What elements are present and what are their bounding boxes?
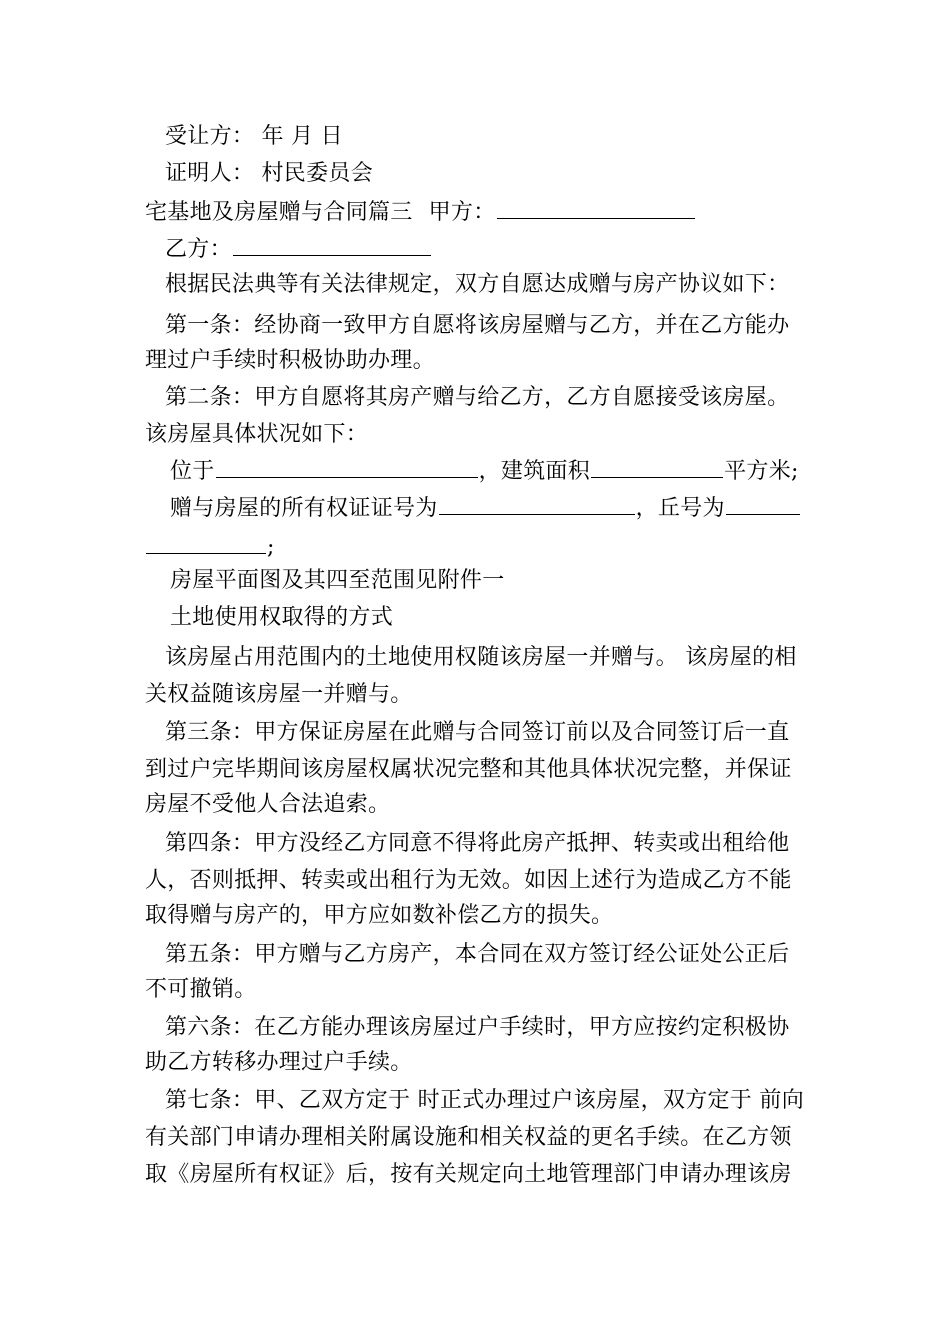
article-1-line: 理过户手续时积极协助办理。	[145, 348, 435, 373]
article-3-line: 房屋不受他人合法追索。	[145, 792, 391, 817]
floor-plan-line: 房屋平面图及其四至范围见附件一	[170, 568, 505, 593]
article-7-line: 有关部门申请办理相关附属设施和相关权益的更名手续。在乙方领	[145, 1125, 792, 1150]
paragraph-line: 根据民法典等有关法律规定，双方自愿达成赠与房产协议如下：	[165, 272, 790, 297]
article-7-line: 第七条：甲、乙双方定于 时正式办理过户该房屋，双方定于 前向	[165, 1088, 804, 1113]
lot-label: ，丘号为	[635, 496, 725, 521]
article-5-line: 不可撤销。	[145, 977, 257, 1002]
article-1-line: 第一条：经协商一致甲方自愿将该房屋赠与乙方，并在乙方能办	[165, 313, 790, 338]
section-title-line	[145, 196, 696, 228]
land-use-heading: 土地使用权取得的方式	[170, 605, 394, 630]
location-label: 位于	[170, 459, 215, 484]
party-b-line	[165, 233, 432, 265]
article-2-line: 第二条：甲方自愿将其房产赠与给乙方，乙方自愿接受该房屋。	[165, 385, 790, 410]
land-use-line: 该房屋占用范围内的土地使用权随该房屋一并赠与。 该房屋的相	[165, 645, 797, 670]
article-3-line: 第三条：甲方保证房屋在此赠与合同签订前以及合同签订后一直	[165, 720, 790, 745]
article-6-line: 第六条：在乙方能办理该房屋过户手续时，甲方应按约定积极协	[165, 1015, 790, 1040]
article-5-line: 第五条：甲方赠与乙方房产，本合同在双方签订经公证处公正后	[165, 942, 790, 967]
certificate-label: 赠与房屋的所有权证证号为	[170, 496, 438, 521]
article-4-line: 第四条：甲方没经乙方同意不得将此房产抵押、转卖或出租给他	[165, 831, 790, 856]
area-blank	[591, 455, 723, 478]
party-b-label: 乙方：	[165, 237, 232, 262]
article-6-line: 助乙方转移办理过户手续。	[145, 1050, 413, 1075]
area-label: ，建筑面积	[478, 459, 591, 484]
section-title: 宅基地及房屋赠与合同篇三	[145, 200, 413, 225]
lot-blank	[726, 492, 800, 515]
certificate-line	[170, 492, 801, 524]
location-blank	[216, 455, 478, 478]
party-a-label: 甲方：	[428, 200, 496, 225]
party-a-blank	[497, 196, 695, 219]
article-4-line: 人，否则抵押、转卖或出租行为无效。如因上述行为造成乙方不能	[145, 868, 792, 893]
article-7-line: 取《房屋所有权证》后，按有关规定向土地管理部门申请办理该房	[145, 1162, 792, 1187]
area-unit: 平方米;	[724, 459, 799, 484]
land-use-line: 关权益随该房屋一并赠与。	[145, 682, 413, 707]
witness-line: 证明人： 村民委员会	[165, 161, 373, 186]
assignee-date-line: 受让方： 年 月 日	[165, 124, 343, 149]
lot-blank-continued	[146, 531, 266, 554]
certificate-blank	[439, 492, 635, 515]
party-b-blank	[233, 233, 431, 256]
lot-continuation-line	[145, 531, 275, 563]
article-4-line: 取得赠与房产的，甲方应如数补偿乙方的损失。	[145, 903, 614, 928]
article-2-line: 该房屋具体状况如下：	[145, 422, 369, 447]
lot-end: ;	[267, 535, 275, 560]
location-area-line	[170, 455, 799, 487]
article-3-line: 到过户完毕期间该房屋权属状况完整和其他具体状况完整，并保证	[145, 757, 792, 782]
